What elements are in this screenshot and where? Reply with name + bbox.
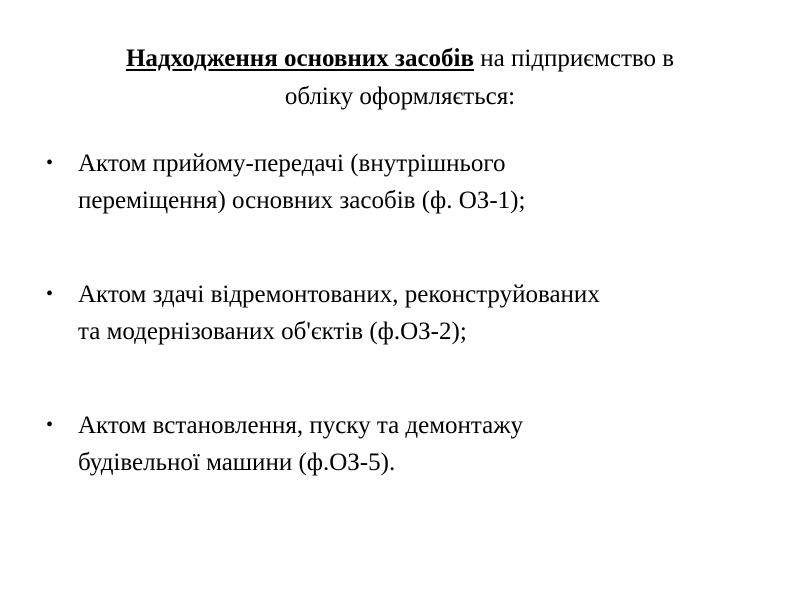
bullet-text-line1: Актом прийому-передачі (внутрішнього: [78, 150, 506, 177]
bullet-list: [46, 145, 756, 538]
bullet-text-line2: переміщення) основних засобів (ф. ОЗ-1);: [78, 187, 526, 214]
bullet-icon: •: [46, 152, 54, 174]
bullet-icon: •: [46, 283, 54, 305]
title-rest: на підприємство в: [474, 45, 675, 72]
title-line2: обліку оформляється:: [284, 83, 516, 110]
slide-title: [40, 40, 760, 116]
bullet-text-line2: та модернізованих об'єктів (ф.ОЗ-2);: [78, 318, 467, 345]
bullet-icon: •: [46, 414, 54, 436]
bullet-text-line2: будівельної машини (ф.ОЗ-5).: [78, 449, 396, 476]
bullet-item: [46, 276, 756, 350]
bullet-item: [46, 145, 756, 219]
bullet-item: [46, 407, 756, 481]
bullet-text-line1: Актом встановлення, пуску та демонтажу: [78, 412, 524, 439]
bullet-text-line1: Актом здачі відремонтованих, реконструйованих: [78, 281, 600, 308]
title-emphasis: Надходження основних засобів: [125, 45, 475, 72]
